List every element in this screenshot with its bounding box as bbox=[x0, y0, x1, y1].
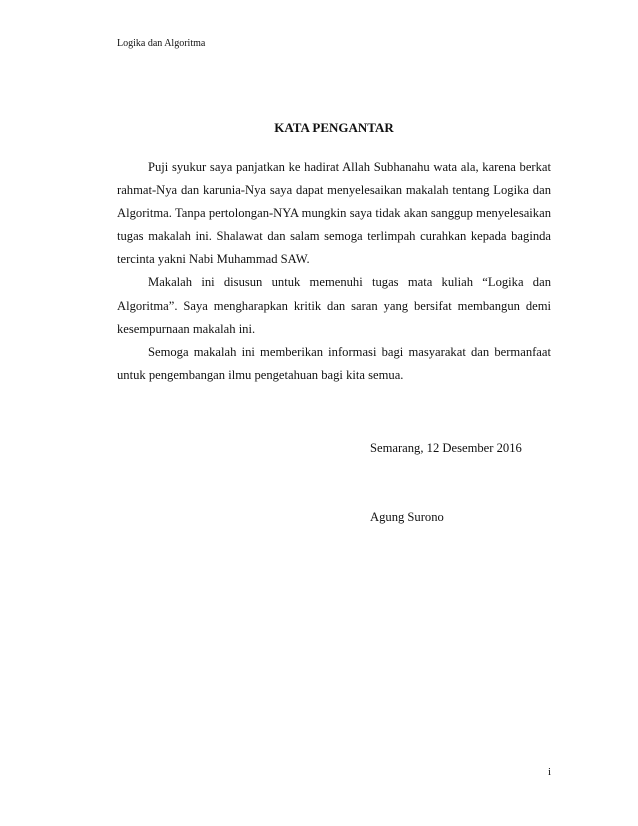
body-text bbox=[117, 156, 551, 387]
page-number: i bbox=[547, 766, 551, 778]
paragraph-closing: Semoga makalah ini memberikan informasi bagi masyarakat dan bermanfaat untuk pengembangan ilmu pengetahuan bagi kita semua. bbox=[117, 344, 551, 382]
page-title: KATA PENGANTAR bbox=[274, 120, 394, 135]
place-and-date: Semarang, 12 Desember 2016 bbox=[370, 441, 522, 455]
paragraph-purpose: Makalah ini disusun untuk memenuhi tugas mata kuliah “Logika dan Algoritma”. Saya mengharapkan kritik dan saran yang bersifat membangun demi kesempurnaan makalah ini. bbox=[117, 275, 551, 336]
signatory-name: Agung Surono bbox=[370, 510, 444, 524]
running-header: Logika dan Algoritma bbox=[117, 38, 206, 49]
paragraph-acknowledgement: Puji syukur saya panjatkan ke hadirat Allah Subhanahu wata ala, karena berkat rahmat-Nya dan karunia-Nya saya dapat menyelesaikan makalah tentang Logika dan Algoritma. Tanpa pertolongan-NYA mungkin saya tidak akan sanggup menyelesaikan tugas makalah ini. Shalawat dan salam semoga terlimpah curahkan kepada baginda tercinta yakni Nabi Muhammad SAW. bbox=[117, 160, 551, 267]
